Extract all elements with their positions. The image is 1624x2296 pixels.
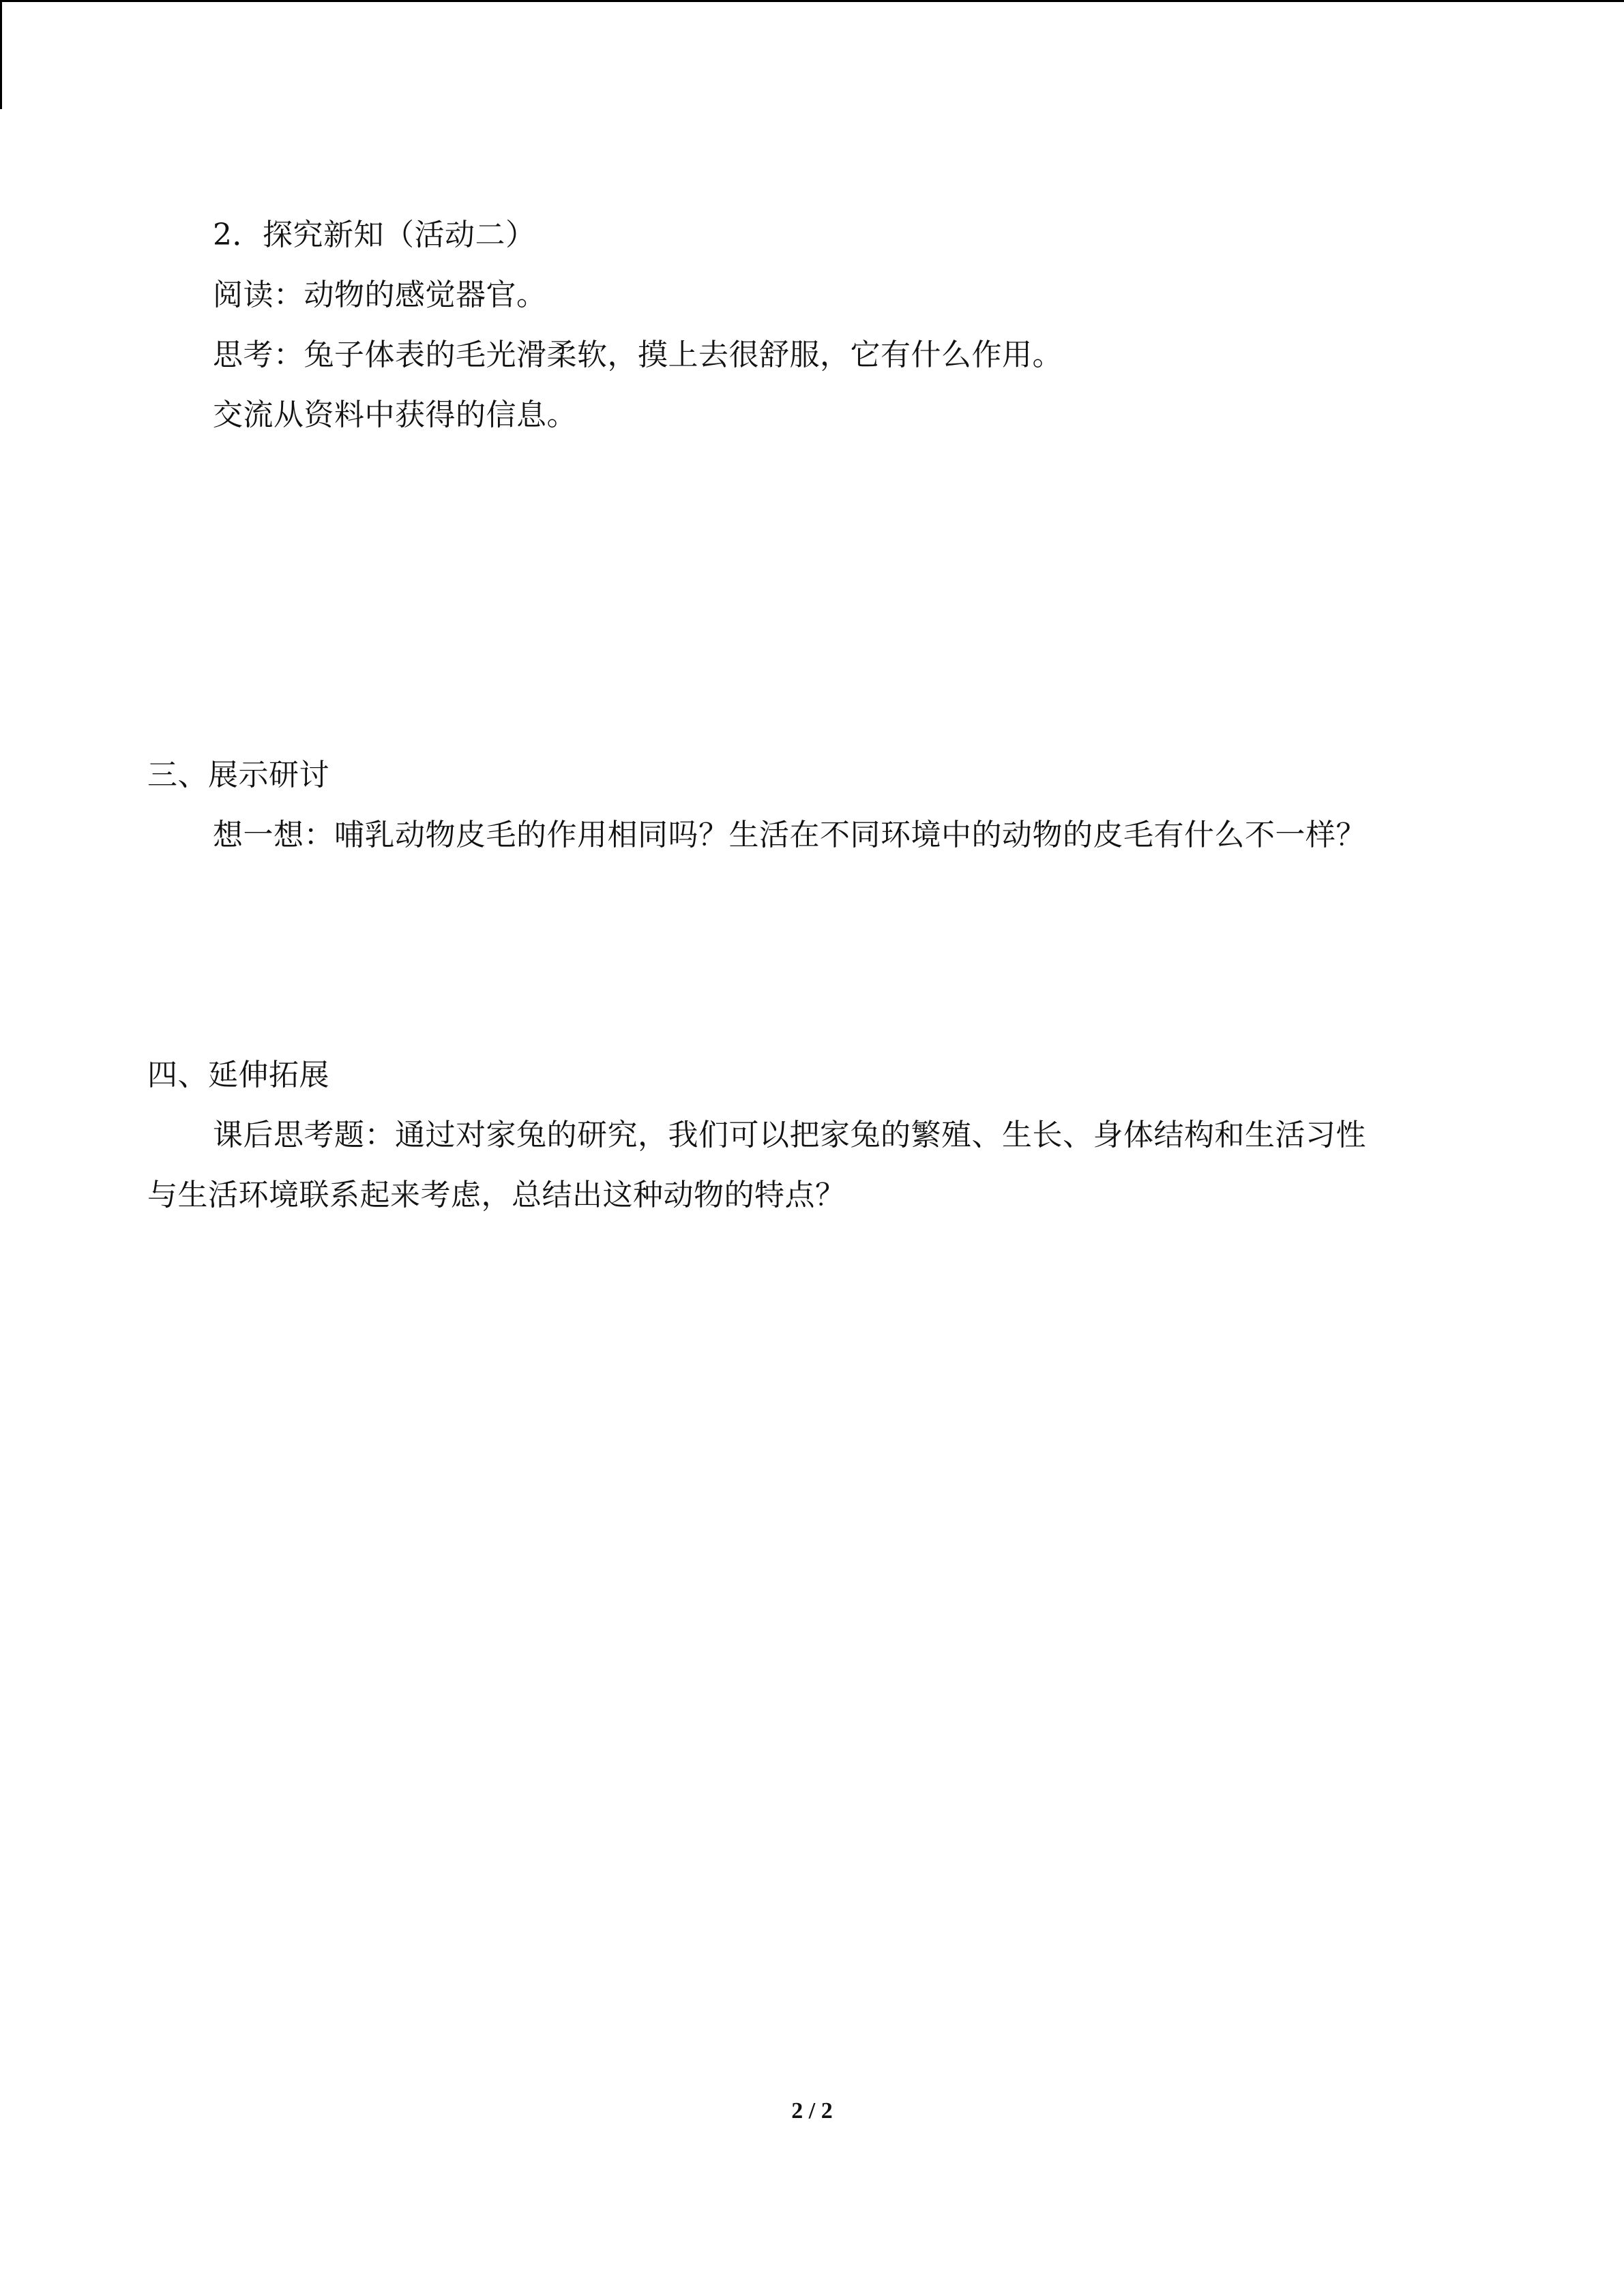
discussion-question: 想一想：哺乳动物皮毛的作用相同吗？生活在不同环境中的动物的皮毛有什么不一样？ [213, 818, 1366, 852]
homework-question-line-1: 课后思考题：通过对家兔的研究，我们可以把家兔的繁殖、生长、身体结构和生活习性 [213, 1118, 1366, 1152]
activity-two-heading: 2．探究新知（活动二） [213, 218, 536, 252]
section-three-heading: 三、展示研讨 [147, 758, 329, 792]
page-number: 2 / 2 [791, 2098, 833, 2123]
reading-prompt: 阅读：动物的感觉器官。 [213, 278, 547, 312]
top-border-rule [0, 0, 1624, 2]
left-border-rule [0, 0, 2, 109]
exchange-prompt: 交流从资料中获得的信息。 [213, 398, 577, 432]
section-four-heading: 四、延伸拓展 [147, 1058, 329, 1092]
homework-question-line-2: 与生活环境联系起来考虑，总结出这种动物的特点？ [147, 1178, 846, 1212]
thinking-prompt: 思考：兔子体表的毛光滑柔软，摸上去很舒服，它有什么作用。 [213, 338, 1063, 372]
